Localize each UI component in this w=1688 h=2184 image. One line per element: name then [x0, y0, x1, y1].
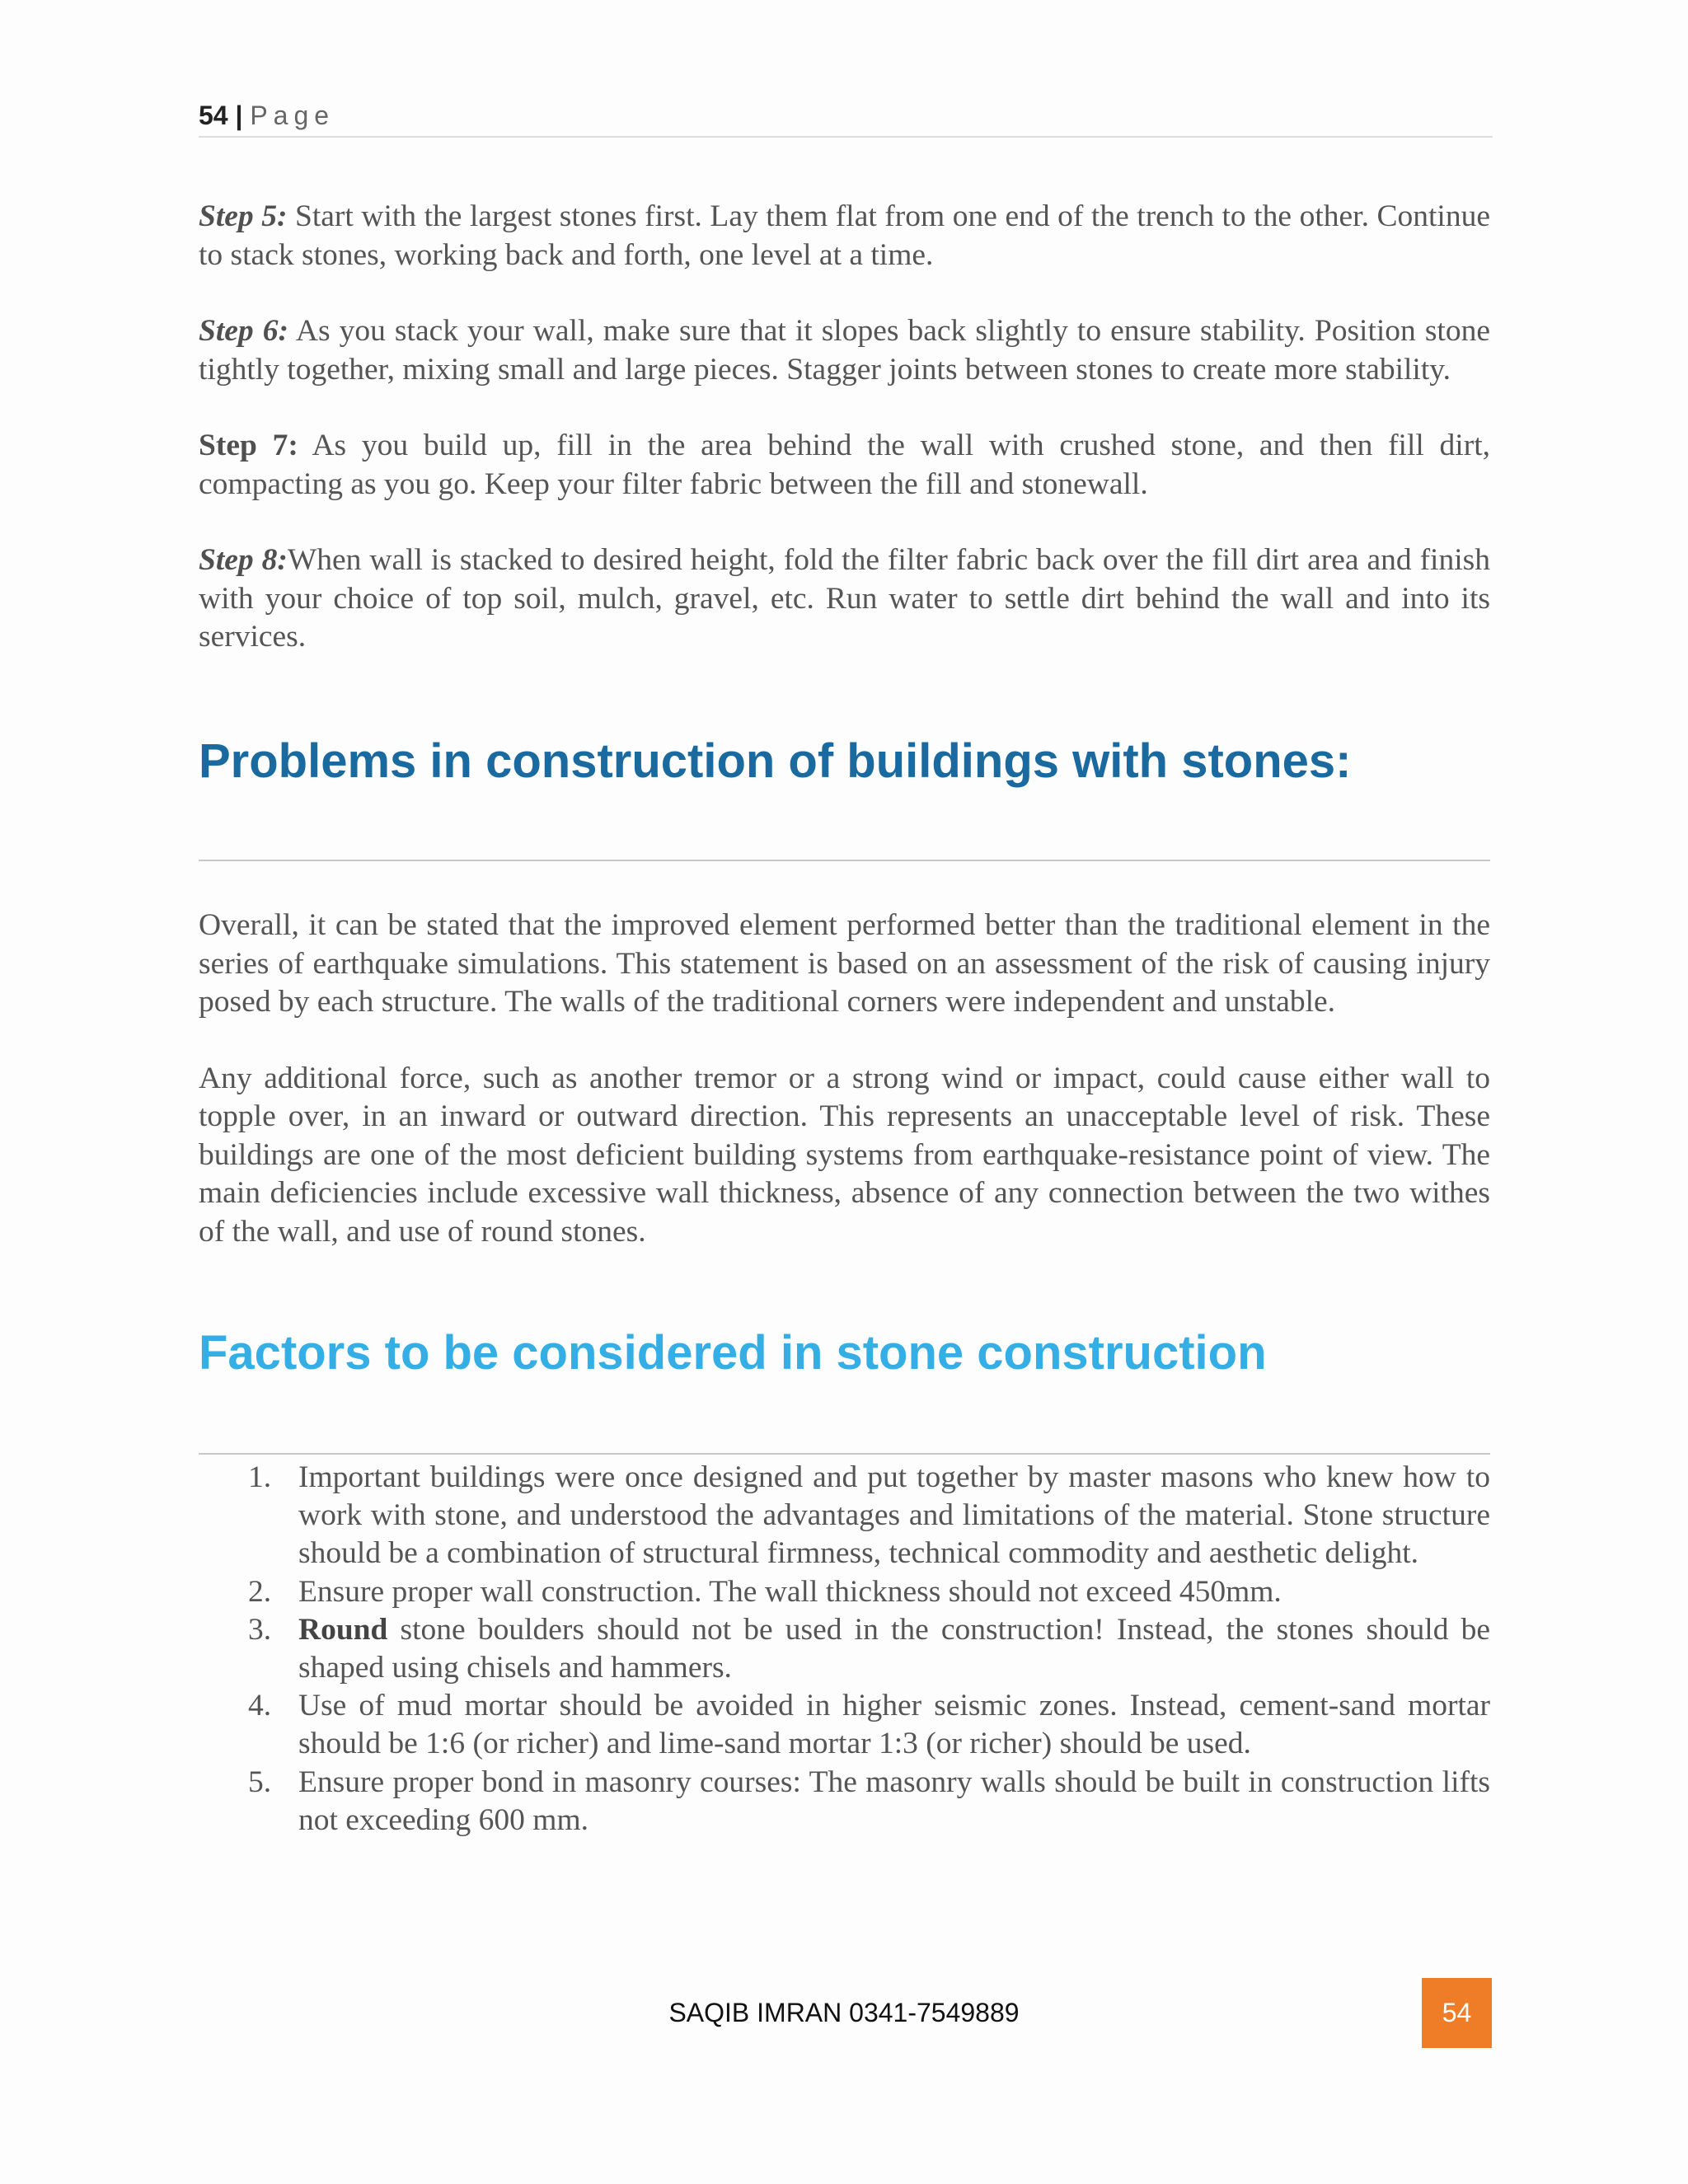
problems-paragraph: Any additional force, such as another tremor or a strong wind or impact, could cause either wall to topple over, in an inward or outward direction. This represents an unacceptable level of risk. These buildings are one of the most deficient building systems from earthquake-resistance point of view. The main deficiencies include excessive wall thickness, absence of any connection between the two withes of the wall, and use of round stones.	[199, 1061, 1490, 1249]
list-item	[199, 1764, 1490, 1840]
step-text: As you stack your wall, make sure that it slopes back slightly to ensure stability. Position stone tightly together, mixing small and large pieces. Stagger joints between stones to create more stability.	[199, 314, 1490, 387]
problems-paragraph: Overall, it can be stated that the improved element performed better than the traditional element in the series of earthquake simulations. This statement is based on an assessment of the risk of causing injury posed by each structure. The walls of the traditional corners were independent and unstable.	[199, 908, 1490, 1019]
step-label: Step 8:	[199, 543, 288, 577]
list-number: 1.	[248, 1460, 272, 1494]
step-label: Step 6:	[199, 314, 288, 348]
step-text: As you build up, fill in the area behind the wall with crushed stone, and then fill dirt, compacting as you go. Keep your filter fabric between the fill and stonewall.	[199, 429, 1490, 501]
step-7	[199, 427, 1490, 504]
list-number: 5.	[248, 1765, 272, 1799]
factors-divider	[199, 1453, 1490, 1455]
list-number: 3.	[248, 1612, 272, 1647]
step-6	[199, 312, 1490, 389]
list-number: 4.	[248, 1689, 272, 1723]
step-8	[199, 541, 1490, 657]
header-page-word: Page	[250, 101, 335, 130]
step-label: Step 5:	[199, 199, 288, 233]
list-text: Ensure proper bond in masonry courses: The masonry walls should be built in construction lifts not exceeding 600 mm.	[298, 1765, 1490, 1837]
factors-list	[199, 1459, 1490, 1840]
list-item	[199, 1687, 1490, 1763]
list-text: stone boulders should not be used in the construction! Instead, the stones should be shaped using chisels and hammers.	[298, 1612, 1490, 1685]
list-item	[199, 1611, 1490, 1687]
list-item	[199, 1459, 1490, 1573]
header-separator: |	[235, 101, 243, 130]
list-bold-word: Round	[298, 1612, 388, 1647]
list-text: Important buildings were once designed and put together by master masons who knew how to work with stone, and understood the advantages and limitations of the material. Stone structure should be a combination of structural firmness, technical commodity and aesthetic delight.	[298, 1460, 1490, 1571]
footer-page-badge: 54	[1422, 1978, 1492, 2048]
step-text: Start with the largest stones first. Lay them flat from one end of the trench to the other. Continue to stack stones, working back and forth, one level at a time.	[199, 199, 1490, 272]
list-item	[199, 1573, 1490, 1611]
footer-author: SAQIB IMRAN 0341-7549889	[668, 1998, 1020, 2027]
step-5	[199, 198, 1490, 274]
problems-divider	[199, 860, 1490, 861]
list-number: 2.	[248, 1574, 272, 1609]
list-text: Ensure proper wall construction. The wall thickness should not exceed 450mm.	[298, 1574, 1282, 1609]
header-page-number: 54	[199, 101, 228, 130]
problems-body	[199, 907, 1490, 1251]
problems-heading: Problems in construction of buildings with stones:	[199, 734, 1352, 788]
factors-heading: Factors to be considered in stone construction	[199, 1326, 1267, 1380]
steps-section	[199, 198, 1490, 657]
list-text: Use of mud mortar should be avoided in higher seismic zones. Instead, cement-sand mortar should be 1:6 (or richer) and lime-sand mortar 1:3 (or richer) should be used.	[298, 1689, 1490, 1761]
step-text: When wall is stacked to desired height, fold the filter fabric back over the fill dirt area and finish with your choice of top soil, mulch, gravel, etc. Run water to settle dirt behind the wall and into its services.	[199, 543, 1490, 654]
step-label: Step 7:	[199, 429, 298, 462]
page-header	[199, 101, 1493, 138]
